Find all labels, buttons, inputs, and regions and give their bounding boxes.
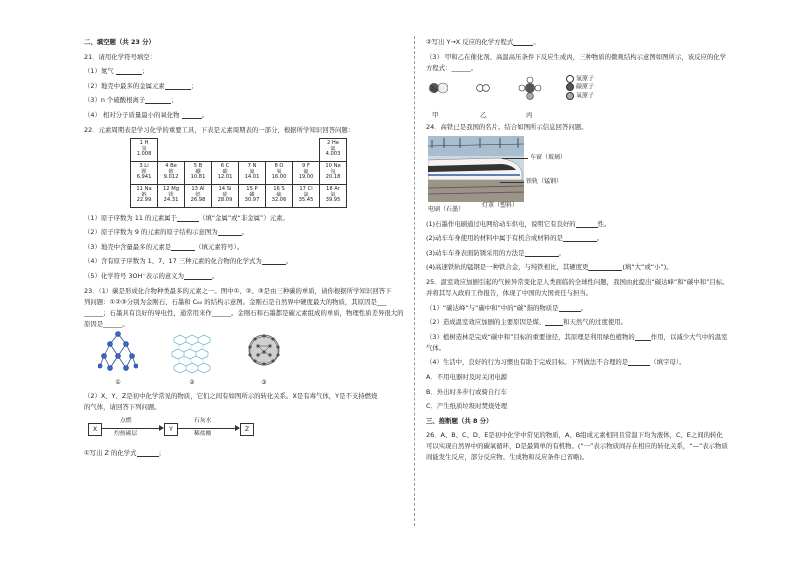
element-name: 铍 [168,168,174,175]
condition-limewater: 石灰水 [194,418,212,425]
label-yi: 乙 [480,110,487,119]
periodic-row [131,184,347,207]
q26-line-2: 可以实现自然界中的碳氧循环，D是最简单的有机物。(“一”表示物质间存在相应的转化关系，“—”表示物质 [426,442,728,451]
element-symbol: 7 N [247,162,257,169]
c60-structure [244,330,284,387]
caption-1: ① [115,378,121,386]
answer-blank[interactable] [576,227,598,228]
q23-3-line-2: 方程式：______。 [426,63,478,72]
diamond-icon [98,330,138,376]
q23-line-1: 23．（1）碳是形成化合物种类最多的元素之一。图中①、②、③是由三种碳的单质，请你根据所学知识回答下 [84,286,392,295]
legend-oxygen: 氧原子 [566,92,594,101]
q24-stem: 24．高铁已是我国的名片。结合如图所示信息回答问题。 [426,122,588,131]
caption-2: ② [189,378,195,386]
element-cell [293,161,320,184]
element-symbol: 5 B [193,162,203,169]
molecule-bing-icon [518,75,542,101]
answer-blank[interactable] [182,118,202,119]
q22-item-5: （5）化学符号 3OH⁻表示的意义为 。 [84,271,219,280]
answer-blank[interactable] [559,311,581,312]
element-cell [293,184,320,207]
element-name: 镁 [168,191,174,198]
q25-item-3: （3）植树造林是完成“碳中和”目标的重要途径，其原理是利用绿色植物的 作用，以减少大气中的温室 [426,332,728,341]
answer-blank[interactable] [588,270,622,271]
element-symbol: 6 C [220,162,230,169]
q21-item-3: （3）n 个硫酸根离子 ； [84,96,178,105]
condition-dilute-hcl: 稀盐酸 [194,431,212,438]
node-y: Y [164,423,178,436]
section-title-fill-in: 二、填空题（共 23 分） [84,38,155,46]
element-name: 氮 [249,168,255,175]
element-symbol: 9 F [302,162,310,169]
molecule-jia-icon [428,81,448,95]
element-name: 磷 [249,191,255,198]
atomic-mass: 1.008 [136,151,152,158]
q22-item-3: （3）地壳中含量最多的元素是 （填元素符号）。 [84,242,244,251]
atomic-mass: 12.01 [217,174,233,181]
element-name: 锂 [141,168,147,175]
q22-item-1: （1）原子序数为 11 的元素属于 （填“金属”或“非金属”）元素。 [84,213,289,222]
answer-blank[interactable] [116,74,142,75]
carbon-atom-icon [566,83,574,91]
atomic-mass: 39.95 [325,197,341,204]
element-symbol: 16 S [273,185,285,192]
carbon-structures [98,330,402,387]
q21-stem: 21．请用化学符号填空： [84,52,157,61]
empty-cell [212,138,239,161]
atomic-mass: 4.003 [325,151,341,158]
conversion-diagram [84,413,402,443]
answer-blank[interactable] [545,325,563,326]
label-rail: 铁轨（锰钢） [526,177,563,185]
column-divider [414,36,415,526]
q25-item-3-cont: 气体。 [426,343,446,352]
element-symbol: 3 Li [139,162,149,169]
node-x: X [88,423,102,436]
answer-blank[interactable] [218,235,242,236]
empty-cell [185,138,212,161]
atomic-mass: 28.09 [217,197,233,204]
atomic-mass: 6.941 [136,174,152,181]
answer-blank[interactable] [563,241,597,242]
atom-legend [566,75,594,102]
atomic-mass: 9.012 [163,174,179,181]
element-symbol: 13 Al [191,185,205,192]
q23-part2-line-1: （2）X、Y、Z是初中化学常见的物质，它们之间有如图所示的转化关系。X是有毒气体，Y是不支持燃烧 [84,392,378,401]
element-cell [266,161,293,184]
label-window: 车窗（玻璃） [530,153,567,161]
atomic-mass: 24.31 [163,197,179,204]
q23-z-formula: ①写出 Z 的化学式 ； [84,449,165,458]
element-name: 氖 [330,168,336,175]
periodic-row [131,138,347,161]
answer-blank[interactable] [171,250,195,251]
element-symbol: 4 Be [165,162,177,169]
element-symbol: 14 Si [218,185,232,192]
q25-option-b: B．外出时多步行或骑自行车 [426,387,508,396]
element-symbol: 15 P [246,185,258,192]
element-name: 氧 [276,168,282,175]
q25-option-a: A．不用电器时及时关闭电源 [426,372,508,381]
element-name: 硫 [276,191,282,198]
answer-blank[interactable] [262,264,286,265]
q23-yx-equation: ②写出 Y→X 反应的化学方程式 。 [426,38,540,46]
element-symbol: 18 Ar [326,185,340,192]
pointer-window [502,158,528,159]
element-cell [266,184,293,207]
element-cell [131,184,158,207]
graphite-structure [170,330,214,387]
element-name: 碳 [222,168,228,175]
element-symbol: 1 H [139,139,149,146]
q23-line-2: 列问题：①②③分别为金刚石、石墨和 C₆₀ 的结构示意图。金刚石是自然界中硬度最大的物质，其原因是___ [84,297,387,306]
q21-item-4: （4） 相对分子质量最小的氧化物 。 [84,110,209,119]
element-cell [131,161,158,184]
q22-stem: 22．元素周期表是学习化学的重要工具，下表是元素周期表的一部分，根据所学知识回答问题： [84,125,355,134]
periodic-table [130,138,347,208]
answer-blank[interactable] [184,279,212,280]
atomic-mass: 20.18 [325,174,341,181]
atomic-mass: 10.81 [190,174,206,181]
q25-item-4: （4）生活中，良好的行为习惯也有助于完成目标。下列做法不合理的是 （填字母）。 [426,358,686,367]
q23-3-line-1: （3） 甲和乙在催化剂、高温高压条件下反应生成丙，三种物质的微观结构示意图如图所示，该反应的化学 [426,52,727,61]
element-cell [212,161,239,184]
q22-item-2: （2）原子序数为 9 的元素的原子结构示意图为 。 [84,228,249,237]
bullet-train-icon [428,136,524,202]
q25-item-2: （2）造成温室效应加剧的主要原因是煤、 和天然气的过度使用。 [426,318,628,327]
train-figure [426,134,746,216]
label-wire: 电刷（石墨） [428,205,465,213]
empty-cell [158,138,185,161]
atomic-mass: 14.01 [244,174,260,181]
q26-line-1: 26．A、B、C、D、E是初中化学中常见的物质，A、B组成元素相同且常温下均为液体，C、E之间的转化 [426,431,723,440]
q21-item-2: （2）地壳中最多的金属元素 ； [84,81,198,90]
element-cell [239,184,266,207]
q25-line-1: 25．温室效应加剧引起的气候异常变化是人类面临的全球性问题，我国由此提出“碳达峰”和“碳中和”目标。 [426,277,729,286]
element-symbol: 2 He [326,139,340,146]
hydrogen-atom-icon [566,75,574,83]
answer-blank[interactable] [628,365,650,366]
element-cell [185,184,212,207]
pointer-rail [500,182,524,183]
element-name: 硅 [222,191,228,198]
label-jia: 甲 [432,110,439,119]
caption-3: ③ [261,378,267,386]
element-cell [320,184,347,207]
answer-blank[interactable] [137,456,159,457]
element-name: 氦 [330,145,336,152]
q25-line-2: 并将其写入政府工作报告，体现了中国的大国责任与担当。 [426,288,593,297]
empty-cell [266,138,293,161]
atomic-mass: 22.99 [136,197,152,204]
element-cell [185,161,212,184]
empty-cell [293,138,320,161]
element-cell [212,184,239,207]
molecule-diagram [426,75,746,123]
element-name: 氯 [303,191,309,198]
answer-blank[interactable] [165,89,191,90]
element-symbol: 10 Ne [325,162,341,169]
q24-item-2: (2)动车车身使用的材料中属于有机合成材料的是 。 [426,234,604,243]
element-cell [239,161,266,184]
element-name: 氩 [330,191,336,198]
element-symbol: 12 Mg [162,185,180,192]
element-name: 铝 [195,191,201,198]
right-column [426,38,746,468]
q23-line-4: 原因是______。 [84,319,129,328]
q25-item-1: （1）“碳达峰”与“碳中和”中的“碳”指的物质是 。 [426,303,587,312]
element-cell [158,161,185,184]
section-title-inference: 三、推断题（共 8 分） [426,416,493,425]
element-symbol: 11 Na [136,185,152,192]
condition-ignite: 点燃 [120,418,132,425]
answer-blank[interactable] [145,103,171,104]
atomic-mass: 26.98 [190,197,206,204]
element-name: 钠 [141,191,147,198]
left-column [84,38,402,464]
atomic-mass: 35.45 [298,197,314,204]
molecule-yi-icon [476,83,490,93]
answer-blank[interactable] [525,256,559,257]
arrow-y-z [177,428,237,429]
periodic-row [131,161,347,184]
element-symbol: 8 O [274,162,284,169]
node-z: Z [240,423,254,436]
element-cell [158,184,185,207]
q23-line-3: ______；石墨具有良好的导电性，通常用来作______。金刚石和石墨都是碳元素组成的单质，物理性质差异很大的 [84,308,404,317]
condition-hot-carbon: 灼热碳层 [114,431,138,438]
oxygen-atom-icon [566,92,574,100]
element-name: 氢 [141,145,147,152]
answer-blank[interactable] [177,221,199,222]
q26-line-3: 间能发生反应，部分反应物、生成物和反应条件已省略)。 [426,453,589,462]
answer-blank[interactable] [635,340,651,341]
legend-carbon: 碳原子 [566,83,594,92]
q21-item-1: （1）氮气 ； [84,67,149,76]
answer-blank[interactable] [513,45,533,46]
label-bing: 丙 [526,110,533,119]
atomic-mass: 30.97 [244,197,260,204]
element-cell [320,138,347,161]
q24-item-1: (1)石墨作电刷通过电网给动车供电，说明它有良好的 性。 [426,219,611,228]
q24-item-4: (4)高速铁轨的锰钢是一种铁合金，与纯铁相比，其硬度更 (填“大”或“小”)。 [426,263,673,272]
element-cell [320,161,347,184]
fullerene-icon [244,330,284,376]
element-symbol: 17 Cl [299,185,313,192]
element-name: 氟 [303,168,309,175]
arrow-x-y [101,428,161,429]
q24-item-3: (3)动车车身表面防锈采用的方法是 。 [426,248,565,257]
q25-option-c: C．产生纸质垃圾时焚烧处理 [426,402,508,411]
graphite-icon [170,330,214,376]
q23-part2-line-2: 的气体，请回答下列问题。 [84,403,161,412]
atomic-mass: 16.00 [271,174,287,181]
element-cell [131,138,158,161]
diamond-structure [98,330,138,387]
element-name: 硼 [195,168,201,175]
label-lamp: 灯罩（塑料） [482,201,519,209]
empty-cell [239,138,266,161]
q22-item-4: （4）含有原子序数为 1、7、17 三种元素的化合物的化学式为 。 [84,257,293,266]
atomic-mass: 32.06 [271,197,287,204]
legend-hydrogen: 氢原子 [566,75,594,84]
atomic-mass: 19.00 [298,174,314,181]
